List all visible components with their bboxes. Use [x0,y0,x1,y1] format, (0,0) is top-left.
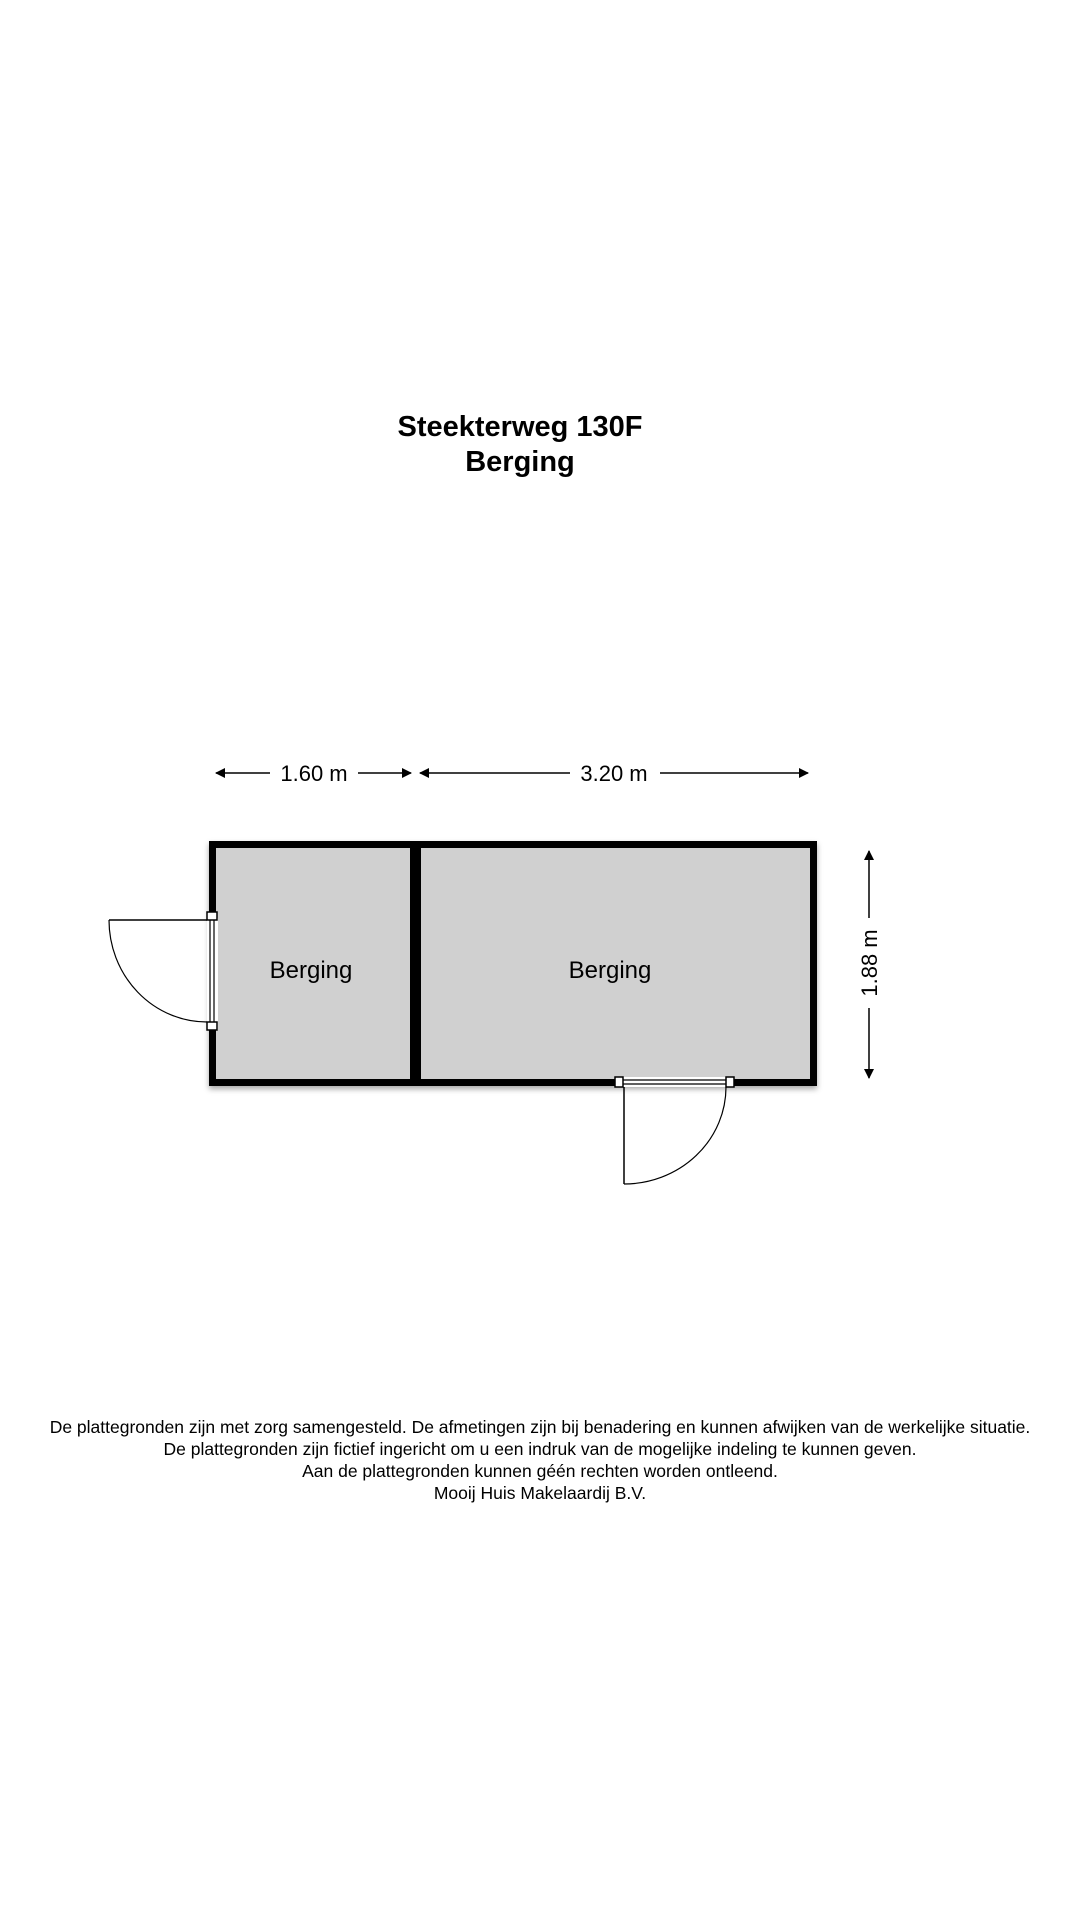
room-label-right: Berging [568,957,652,984]
dimension-left-width [216,761,411,786]
dimension-label-depth: 1.88 m [857,929,882,997]
disclaimer [0,1416,1080,1504]
disclaimer-line: Mooij Huis Makelaardij B.V. [433,1483,647,1503]
door-jamb [615,1077,623,1087]
disclaimer-line: De plattegronden zijn met zorg samengesteld. De afmetingen zijn bij benadering en kunnen afwijken van de werkelijke situatie. [49,1417,1031,1437]
door-jamb [207,912,217,920]
disclaimer-line: De plattegronden zijn fictief ingericht om u een indruk van de mogelijke indeling te kunnen geven. [163,1439,917,1459]
dimension-depth [857,851,882,1078]
door-jamb [726,1077,734,1087]
door-bottom [615,1077,734,1184]
floor-title: Berging [465,446,575,478]
dimension-label-left: 1.60 m [280,761,348,786]
door-left [109,912,218,1030]
door-opening [207,918,218,1030]
dimension-label-right: 3.20 m [580,761,648,786]
door-jamb [207,1022,217,1030]
disclaimer-line: Aan de plattegronden kunnen géén rechten worden ontleend. [302,1461,778,1481]
door-opening [621,1077,730,1087]
door-swing-arc [109,920,207,1022]
room-label-left: Berging [269,957,353,984]
door-swing-arc [624,1087,726,1184]
address-title: Steekterweg 130F [397,411,643,443]
dimension-right-width [420,761,808,786]
